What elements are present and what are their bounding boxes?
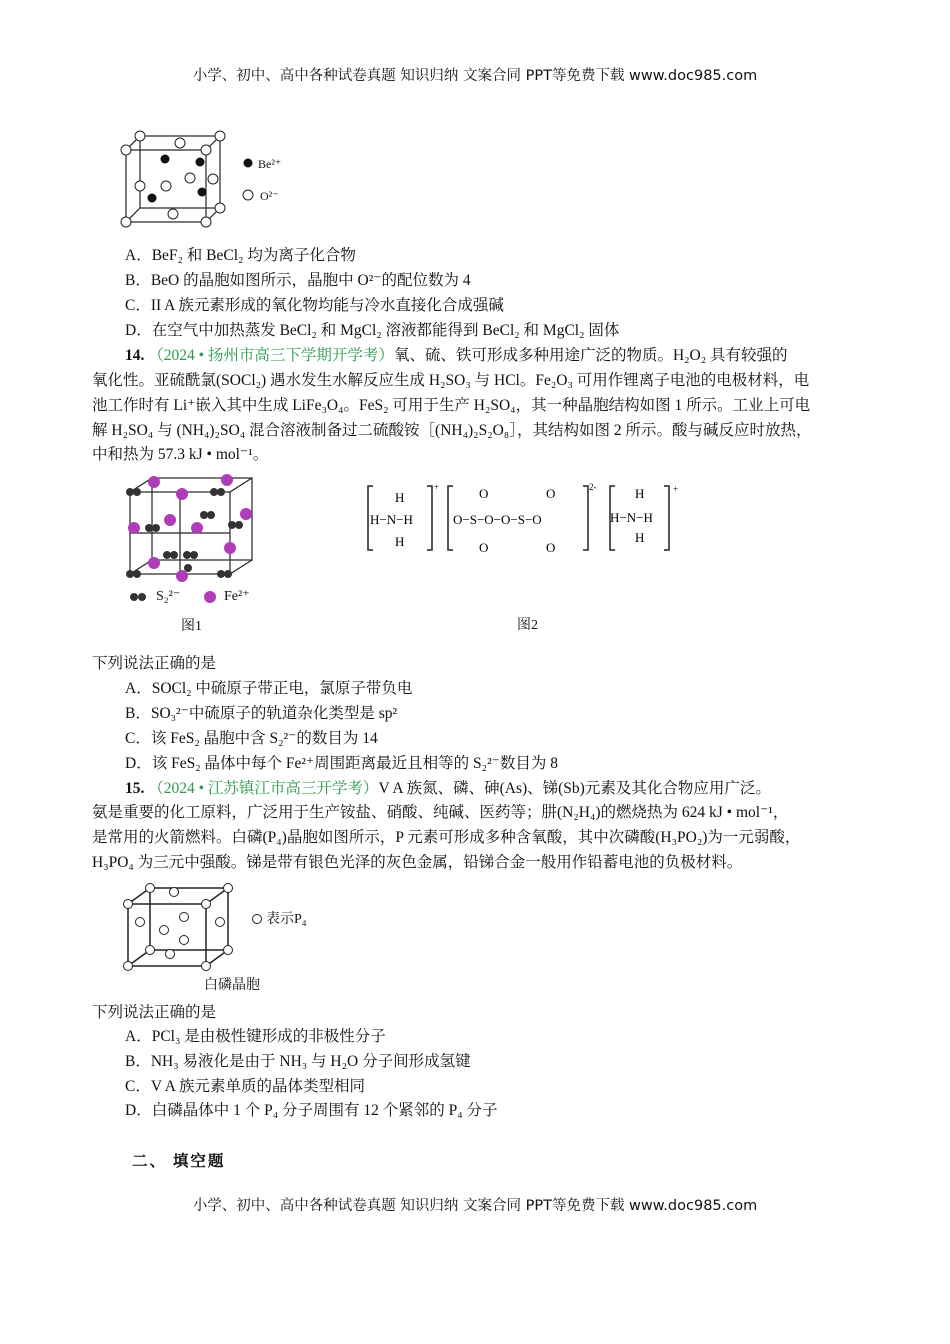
- fig-caption: 白磷晶胞: [204, 978, 260, 993]
- q15-text-line: 是常用的火箭燃料。白磷(P₄)晶胞如图所示，P 元素可形成多种含氧酸，其中次磷酸(H₃PO₂)为一元弱酸，: [92, 829, 801, 846]
- q15-source: （2024 • 江苏镇江市高三开学考）: [148, 780, 379, 797]
- q15-text-line: 氨是重要的化工原料，广泛用于生产铵盐、硝酸、纯碱、医药等；肼(N₂H₄)的燃烧热为 624 kJ • mol⁻¹，: [92, 804, 789, 821]
- q13-option-a[interactable]: A．BeF₂ 和 BeCl₂ 均为离子化合物: [125, 247, 356, 264]
- svg-text:O: O: [546, 486, 556, 501]
- q15-option-a[interactable]: A．PCl₃ 是由极性键形成的非极性分子: [125, 1028, 386, 1045]
- svg-text:+: +: [434, 482, 440, 492]
- q14-option-c[interactable]: C．该 FeS₂ 晶胞中含 S₂²⁻的数目为 14: [125, 730, 378, 747]
- q15-option-b[interactable]: B．NH₃ 易液化是由于 NH₃ 与 H₂O 分子间形成氢键: [125, 1053, 471, 1070]
- q13-option-d[interactable]: D．在空气中加热蒸发 BeCl₂ 和 MgCl₂ 溶液都能得到 BeCl₂ 和 MgCl₂ 固体: [125, 322, 620, 339]
- legend-s2: S₂²⁻: [156, 589, 181, 604]
- svg-text:H: H: [395, 490, 405, 505]
- q14-prompt: 下列说法正确的是: [92, 655, 217, 672]
- fig2-caption: 图2: [517, 618, 538, 633]
- svg-text:H: H: [635, 530, 645, 545]
- beo-unit-cell-figure: [120, 128, 300, 228]
- q14-number: 14.: [125, 347, 145, 364]
- svg-text:2-: 2-: [589, 482, 597, 492]
- legend-fe: Fe²⁺: [224, 589, 250, 604]
- q14-option-b[interactable]: B．SO₃²⁻中硫原子的轨道杂化类型是 sp²: [125, 705, 398, 722]
- q13-option-b[interactable]: B．BeO 的晶胞如图所示，晶胞中 O²⁻的配位数为 4: [125, 272, 471, 289]
- q15-option-c[interactable]: C．V A 族元素单质的晶体类型相同: [125, 1078, 365, 1095]
- svg-text:O: O: [479, 486, 489, 501]
- q14-text-line: 解 H₂SO₄ 与 (NH₄)₂SO₄ 混合溶液制备过二硫酸铵［(NH₄)₂S₂O₈］，其结构如图 2 所示。酸与碱反应时放热，: [92, 422, 812, 439]
- q14-option-a[interactable]: A．SOCl₂ 中硫原子带正电，氯原子带负电: [125, 680, 413, 697]
- page-footer[interactable]: 小学、初中、高中各种试卷真题 知识归纳 文案合同 PPT等免费下载 www.doc985.com: [192, 1198, 758, 1214]
- svg-text:+: +: [673, 484, 679, 494]
- q14-option-d[interactable]: D．该 FeS₂ 晶体中每个 Fe²⁺周围距离最近且相等的 S₂²⁻数目为 8: [125, 755, 559, 772]
- q15-text-line: H₃PO₄ 为三元中强酸。锑是带有银色光泽的灰色金属，铅锑合金一般用作铅蓄电池的负极材料。: [92, 854, 743, 871]
- q14-text-line: 氧化性。亚硫酰氯(SOCl₂) 遇水发生水解反应生成 H₂SO₃ 与 HCl。Fe₂O₃ 可用作锂离子电池的电极材料，电: [92, 372, 810, 389]
- ammonium-persulfate-structure: [365, 480, 685, 560]
- q14-text-line: 氧、硫、铁可形成多种用途广泛的物质。H₂O₂ 具有较强的: [393, 347, 788, 364]
- svg-text:H: H: [395, 534, 405, 549]
- q13-option-c[interactable]: C．II A 族元素形成的氧化物均能与冷水直接化合成强碱: [125, 297, 504, 314]
- svg-text:O−S−O−O−S−O: O−S−O−O−S−O: [453, 512, 542, 527]
- section-heading: 二、 填空题: [132, 1153, 226, 1170]
- q14-source: （2024 • 扬州市高三下学期开学考）: [148, 347, 394, 364]
- q15-option-d[interactable]: D．白磷晶体中 1 个 P₄ 分子周围有 12 个紧邻的 P₄ 分子: [125, 1102, 498, 1119]
- legend-p4: 表示P₄: [266, 912, 307, 927]
- page-header[interactable]: 小学、初中、高中各种试卷真题 知识归纳 文案合同 PPT等免费下载 www.doc985.com: [192, 68, 758, 84]
- svg-text:H−N−H: H−N−H: [610, 510, 653, 525]
- svg-text:H: H: [635, 486, 645, 501]
- q15-number: 15.: [125, 780, 145, 797]
- legend-o: O²⁻: [260, 189, 279, 203]
- fig1-caption: 图1: [181, 619, 202, 634]
- q14-text-line: 中和热为 57.3 kJ • mol⁻¹。: [92, 446, 269, 463]
- legend-be: Be²⁺: [258, 157, 282, 171]
- q15-text-line: V A 族氮、磷、砷(As)、锑(Sb)元素及其化合物应用广泛。: [378, 780, 771, 797]
- q14-text-line: 池工作时有 Li⁺嵌入其中生成 LiFe₃O₄。FeS₂ 可用于生产 H₂SO₄，其一种晶胞结构如图 1 所示。工业上可电: [92, 397, 811, 414]
- q15-prompt: 下列说法正确的是: [92, 1004, 217, 1021]
- svg-text:O: O: [546, 540, 556, 555]
- svg-text:O: O: [479, 540, 489, 555]
- svg-text:H−N−H: H−N−H: [370, 512, 413, 527]
